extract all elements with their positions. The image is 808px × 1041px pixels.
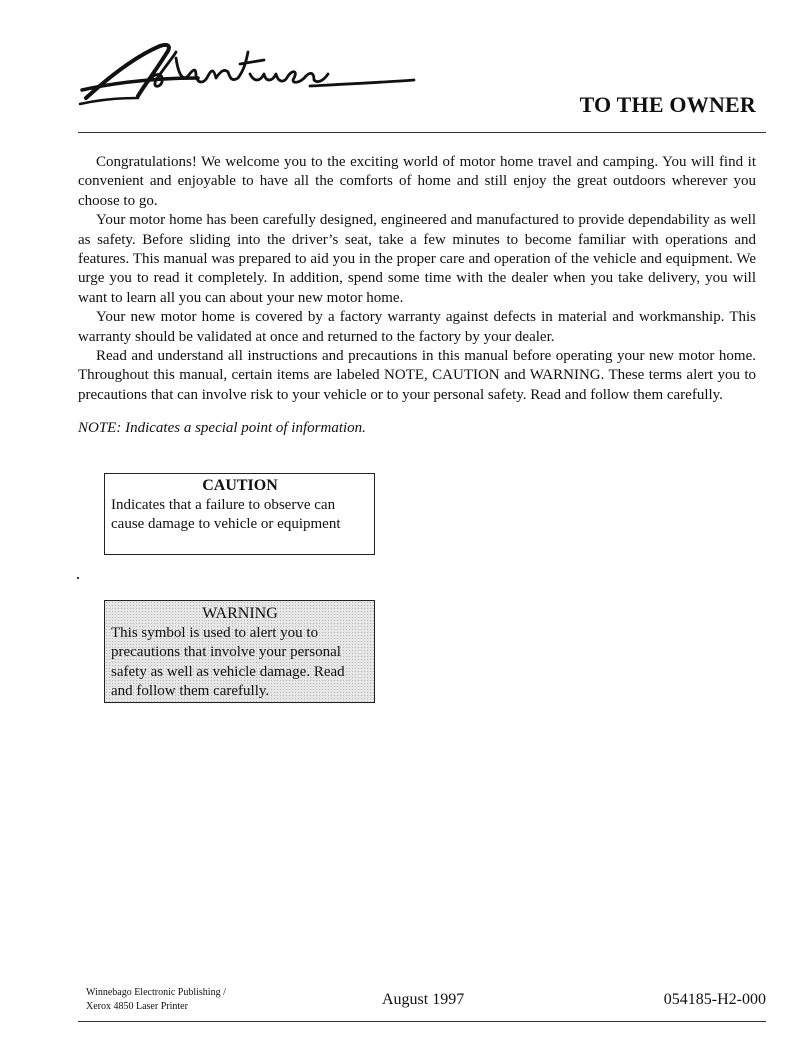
note-text: NOTE: Indicates a special point of information.	[78, 420, 366, 436]
footer-divider	[78, 1021, 766, 1022]
warning-heading: WARNING	[202, 605, 278, 622]
paragraph: Congratulations! We welcome you to the exciting world of motor home travel and camping. You will find it convenient and enjoyable to have all the comforts of home and still enjoy the great outdoors wherever you choose to go.	[78, 154, 756, 209]
publication-date: August 1997	[382, 991, 465, 1008]
adventurer-logo	[78, 38, 418, 108]
warning-text: This symbol is used to alert you to precautions that involve your personal safety as well as vehicle damage. Read and follow them carefully.	[111, 624, 345, 699]
paragraph: Read and understand all instructions and precautions in this manual before operating your new motor home. Throughout this manual, certain items are labeled NOTE, CAUTION and WARNING. These terms alert you to precautions that can involve risk to your vehicle or to your personal safety. Read and follow them carefully.	[78, 348, 756, 403]
intro-text	[78, 153, 756, 405]
printer-line: Xerox 4850 Laser Printer	[86, 1001, 188, 1012]
publisher-info	[86, 986, 226, 1014]
paragraph: Your new motor home is covered by a factory warranty against defects in material and workmanship. This warranty should be validated at once and returned to the factory by your dealer.	[78, 309, 756, 345]
publisher-line: Winnebago Electronic Publishing /	[86, 987, 226, 998]
warning-box	[104, 600, 375, 703]
document-number: 054185-H2-000	[663, 991, 766, 1008]
caution-box	[104, 473, 375, 555]
stray-mark	[77, 577, 79, 579]
header-divider	[78, 132, 766, 133]
caution-heading: CAUTION	[202, 477, 278, 494]
page-title: TO THE OWNER	[579, 92, 756, 117]
caution-text: Indicates that a failure to observe can cause damage to vehicle or equipment	[111, 496, 341, 532]
paragraph: Your motor home has been carefully designed, engineered and manufactured to provide dependability as well as safety. Before sliding into the driver’s seat, take a few minutes to become familiar with operations and features. This manual was prepared to aid you in the proper care and operation of the vehicle and equipment. We urge you to read it completely. In addition, spend some time with the dealer when you take delivery, you will want to learn all you can about your new motor home.	[78, 212, 756, 306]
